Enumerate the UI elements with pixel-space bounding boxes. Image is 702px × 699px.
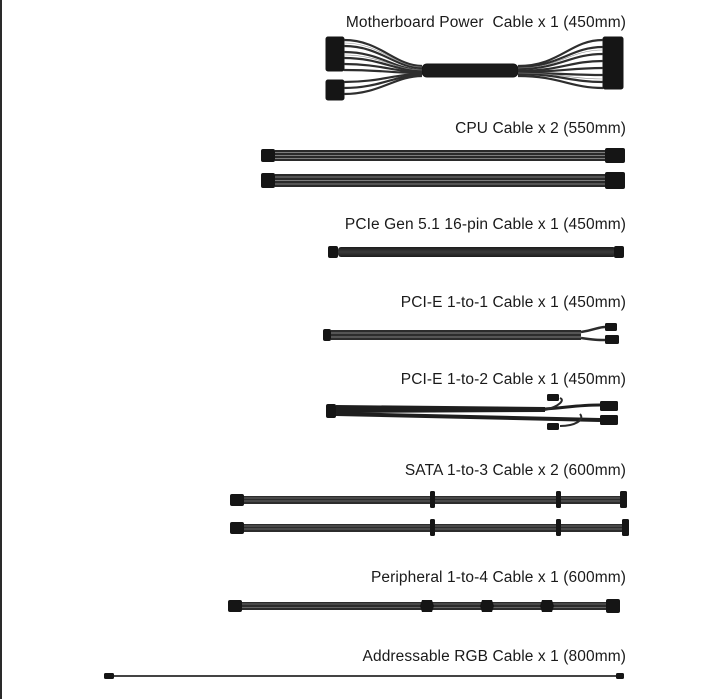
- label-motherboard-power-cable: Motherboard Power Cable x 1 (450mm): [345, 14, 626, 31]
- label-pcie-1to1-cable: PCI-E 1-to-1 Cable x 1 (450mm): [400, 294, 626, 311]
- label-cpu-cable: CPU Cable x 2 (550mm): [455, 120, 626, 137]
- label-argb-cable: Addressable RGB Cable x 1 (800mm): [362, 648, 626, 665]
- argb-cable-image: [104, 673, 624, 679]
- label-pcie-1to2-cable: PCI-E 1-to-2 Cable x 1 (450mm): [400, 371, 626, 388]
- sata-1to3-cable-image: [230, 491, 629, 536]
- label-pcie-gen5-cable: PCIe Gen 5.1 16-pin Cable x 1 (450mm): [344, 216, 626, 233]
- peripheral-1to4-cable-image: [228, 599, 620, 613]
- cpu-cable-image: [261, 148, 625, 189]
- motherboard-power-cable-image: [326, 37, 623, 100]
- label-peripheral-1to4-cable: Peripheral 1-to-4 Cable x 1 (600mm): [370, 569, 626, 586]
- pcie-1to2-cable-image: [326, 394, 618, 430]
- label-sata-1to3-cable: SATA 1-to-3 Cable x 2 (600mm): [404, 462, 626, 479]
- pcie-gen5-cable-image: [328, 246, 624, 258]
- pcie-1to1-cable-image: [323, 323, 619, 344]
